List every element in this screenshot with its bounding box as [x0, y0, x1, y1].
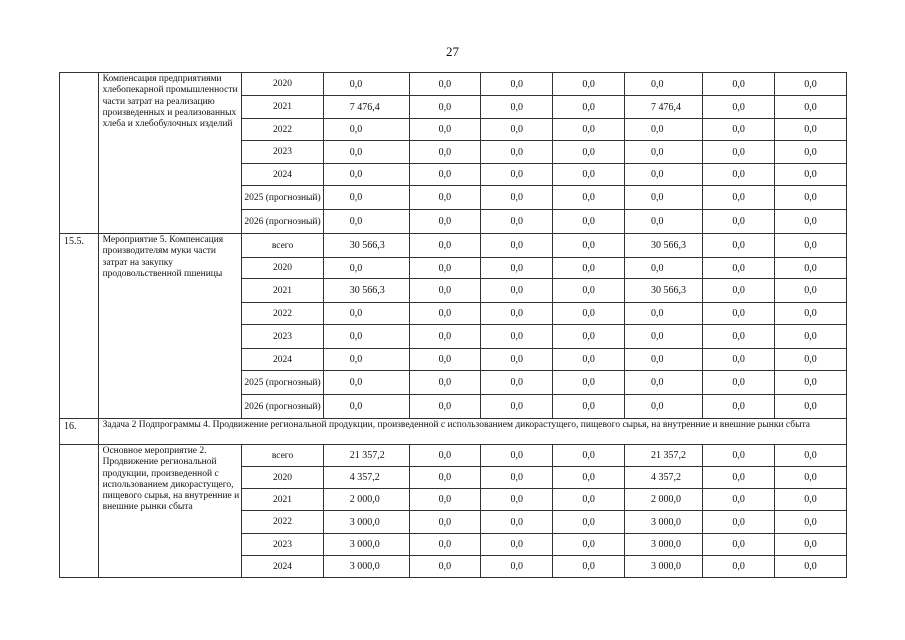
value-cell: 0,0: [703, 467, 775, 489]
year-cell: 2023: [242, 325, 323, 349]
value-cell: 0,0: [323, 303, 409, 325]
value-cell: 0,0: [481, 73, 553, 96]
value-cell: 0,0: [409, 164, 481, 186]
item-number: [60, 73, 99, 234]
year-cell: 2026 (прогнозный): [242, 210, 323, 234]
value-cell: 0,0: [409, 467, 481, 489]
value-cell: 0,0: [409, 303, 481, 325]
value-cell: 0,0: [553, 511, 625, 534]
value-cell: 30 566,3: [323, 279, 409, 303]
value-cell: 0,0: [409, 556, 481, 578]
value-cell: 0,0: [481, 303, 553, 325]
value-cell: 0,0: [409, 534, 481, 556]
year-cell: 2024: [242, 349, 323, 371]
value-cell: 0,0: [703, 325, 775, 349]
value-cell: 0,0: [703, 141, 775, 164]
year-cell: 2023: [242, 141, 323, 164]
value-cell: 2 000,0: [323, 489, 409, 511]
value-cell: 0,0: [775, 96, 847, 119]
value-cell: 0,0: [323, 164, 409, 186]
value-cell: 0,0: [409, 234, 481, 258]
value-cell: 0,0: [481, 534, 553, 556]
value-cell: 3 000,0: [323, 534, 409, 556]
value-cell: 4 357,2: [323, 467, 409, 489]
value-cell: 0,0: [553, 210, 625, 234]
value-cell: 0,0: [409, 511, 481, 534]
value-cell: 0,0: [481, 258, 553, 279]
page-number: 27: [446, 44, 459, 59]
value-cell: 21 357,2: [323, 445, 409, 467]
value-cell: 0,0: [625, 186, 703, 210]
year-cell: 2021: [242, 489, 323, 511]
value-cell: 0,0: [625, 325, 703, 349]
value-cell: 0,0: [553, 73, 625, 96]
value-cell: 0,0: [323, 141, 409, 164]
value-cell: 0,0: [625, 258, 703, 279]
value-cell: 0,0: [775, 511, 847, 534]
value-cell: 0,0: [409, 349, 481, 371]
value-cell: 0,0: [625, 141, 703, 164]
value-cell: 0,0: [553, 258, 625, 279]
value-cell: 0,0: [553, 303, 625, 325]
value-cell: 0,0: [625, 395, 703, 419]
value-cell: 0,0: [409, 395, 481, 419]
value-cell: 0,0: [703, 303, 775, 325]
year-cell: 2021: [242, 279, 323, 303]
value-cell: 0,0: [481, 186, 553, 210]
year-cell: 2020: [242, 73, 323, 96]
value-cell: 0,0: [625, 349, 703, 371]
value-cell: 3 000,0: [625, 534, 703, 556]
value-cell: 0,0: [409, 210, 481, 234]
year-cell: всего: [242, 234, 323, 258]
value-cell: 0,0: [323, 119, 409, 141]
value-cell: 0,0: [553, 279, 625, 303]
value-cell: 0,0: [775, 164, 847, 186]
item-name: Основное мероприятие 2. Продвижение региональной продукции, произведенной с использованием дикорастущего, пищевого сырья, на внутренние и внешние рынки сбыта: [98, 445, 242, 578]
year-cell: 2023: [242, 534, 323, 556]
value-cell: 0,0: [481, 371, 553, 395]
value-cell: 0,0: [553, 556, 625, 578]
value-cell: 0,0: [625, 303, 703, 325]
year-cell: 2020: [242, 258, 323, 279]
value-cell: 30 566,3: [625, 279, 703, 303]
value-cell: 0,0: [703, 96, 775, 119]
value-cell: 0,0: [553, 96, 625, 119]
value-cell: 0,0: [481, 556, 553, 578]
value-cell: 0,0: [775, 371, 847, 395]
value-cell: 0,0: [409, 96, 481, 119]
value-cell: 0,0: [703, 349, 775, 371]
value-cell: 0,0: [409, 371, 481, 395]
value-cell: 0,0: [481, 395, 553, 419]
value-cell: 0,0: [775, 489, 847, 511]
value-cell: 0,0: [775, 234, 847, 258]
value-cell: 0,0: [775, 279, 847, 303]
value-cell: 0,0: [625, 73, 703, 96]
value-cell: 0,0: [625, 210, 703, 234]
value-cell: 0,0: [625, 164, 703, 186]
value-cell: 0,0: [409, 73, 481, 96]
value-cell: 0,0: [553, 534, 625, 556]
value-cell: 0,0: [703, 73, 775, 96]
value-cell: 0,0: [775, 210, 847, 234]
value-cell: 2 000,0: [625, 489, 703, 511]
value-cell: 0,0: [323, 258, 409, 279]
year-cell: 2022: [242, 303, 323, 325]
value-cell: 0,0: [409, 489, 481, 511]
item-name: Мероприятие 5. Компенсация производителям муки части затрат на закупку продовольственной пшеницы: [98, 234, 242, 419]
table-row: [60, 234, 847, 258]
value-cell: 0,0: [481, 325, 553, 349]
value-cell: 7 476,4: [323, 96, 409, 119]
value-cell: 0,0: [625, 119, 703, 141]
value-cell: 0,0: [323, 210, 409, 234]
value-cell: 0,0: [775, 186, 847, 210]
value-cell: 0,0: [323, 371, 409, 395]
value-cell: 0,0: [775, 467, 847, 489]
value-cell: 3 000,0: [323, 556, 409, 578]
value-cell: 0,0: [775, 119, 847, 141]
value-cell: 0,0: [703, 445, 775, 467]
value-cell: 0,0: [323, 395, 409, 419]
value-cell: 0,0: [323, 186, 409, 210]
value-cell: 0,0: [409, 325, 481, 349]
value-cell: 0,0: [481, 511, 553, 534]
value-cell: 0,0: [481, 349, 553, 371]
year-cell: 2024: [242, 164, 323, 186]
value-cell: 3 000,0: [625, 511, 703, 534]
year-cell: 2025 (прогнозный): [242, 371, 323, 395]
value-cell: 0,0: [703, 210, 775, 234]
value-cell: 0,0: [409, 119, 481, 141]
value-cell: 0,0: [481, 210, 553, 234]
year-cell: 2026 (прогнозный): [242, 395, 323, 419]
value-cell: 0,0: [775, 303, 847, 325]
value-cell: 0,0: [553, 349, 625, 371]
value-cell: 0,0: [703, 234, 775, 258]
task-number: 16.: [60, 419, 99, 445]
value-cell: 0,0: [703, 556, 775, 578]
value-cell: 0,0: [703, 534, 775, 556]
value-cell: 0,0: [775, 445, 847, 467]
value-cell: 0,0: [323, 325, 409, 349]
value-cell: 0,0: [409, 279, 481, 303]
table-row: [60, 73, 847, 96]
value-cell: 0,0: [775, 556, 847, 578]
value-cell: 0,0: [775, 395, 847, 419]
value-cell: 0,0: [481, 119, 553, 141]
value-cell: 0,0: [481, 96, 553, 119]
value-cell: 0,0: [553, 186, 625, 210]
item-number: [60, 445, 99, 578]
value-cell: 0,0: [481, 164, 553, 186]
value-cell: 0,0: [553, 489, 625, 511]
value-cell: 0,0: [481, 279, 553, 303]
value-cell: 0,0: [553, 325, 625, 349]
year-cell: 2025 (прогнозный): [242, 186, 323, 210]
item-name: Компенсация предприятиями хлебопекарной промышленности части затрат на реализацию произведенных и реализованных хлеба и хлебобулочных изделий: [98, 73, 242, 234]
value-cell: 0,0: [553, 234, 625, 258]
value-cell: 0,0: [553, 467, 625, 489]
year-cell: 2022: [242, 511, 323, 534]
value-cell: 0,0: [323, 349, 409, 371]
table-row: [60, 445, 847, 467]
value-cell: 0,0: [703, 489, 775, 511]
value-cell: 0,0: [703, 395, 775, 419]
value-cell: 0,0: [553, 164, 625, 186]
value-cell: 30 566,3: [323, 234, 409, 258]
value-cell: 0,0: [553, 141, 625, 164]
value-cell: 0,0: [323, 73, 409, 96]
value-cell: 0,0: [703, 186, 775, 210]
value-cell: 0,0: [553, 371, 625, 395]
value-cell: 0,0: [775, 258, 847, 279]
value-cell: 21 357,2: [625, 445, 703, 467]
value-cell: 3 000,0: [323, 511, 409, 534]
value-cell: 0,0: [703, 119, 775, 141]
value-cell: 0,0: [481, 234, 553, 258]
value-cell: 0,0: [481, 467, 553, 489]
value-cell: 7 476,4: [625, 96, 703, 119]
year-cell: 2020: [242, 467, 323, 489]
value-cell: 0,0: [481, 445, 553, 467]
value-cell: 0,0: [553, 445, 625, 467]
value-cell: 0,0: [553, 119, 625, 141]
value-cell: 30 566,3: [625, 234, 703, 258]
value-cell: 0,0: [409, 186, 481, 210]
value-cell: 0,0: [553, 395, 625, 419]
value-cell: 0,0: [703, 258, 775, 279]
value-cell: 3 000,0: [625, 556, 703, 578]
value-cell: 0,0: [775, 534, 847, 556]
year-cell: 2022: [242, 119, 323, 141]
value-cell: 0,0: [775, 141, 847, 164]
year-cell: всего: [242, 445, 323, 467]
year-cell: 2024: [242, 556, 323, 578]
item-number: 15.5.: [60, 234, 99, 419]
value-cell: 0,0: [703, 279, 775, 303]
value-cell: 4 357,2: [625, 467, 703, 489]
value-cell: 0,0: [481, 141, 553, 164]
value-cell: 0,0: [775, 73, 847, 96]
value-cell: 0,0: [775, 349, 847, 371]
value-cell: 0,0: [409, 141, 481, 164]
value-cell: 0,0: [775, 325, 847, 349]
value-cell: 0,0: [625, 371, 703, 395]
value-cell: 0,0: [409, 258, 481, 279]
task-text: Задача 2 Подпрограммы 4. Продвижение региональной продукции, произведенной с использованием дикорастущего, пищевого сырья, на внутренние и внешние рынки сбыта: [98, 419, 846, 445]
task-row: [60, 419, 847, 445]
value-cell: 0,0: [409, 445, 481, 467]
budget-table: [59, 72, 847, 578]
value-cell: 0,0: [703, 371, 775, 395]
year-cell: 2021: [242, 96, 323, 119]
value-cell: 0,0: [481, 489, 553, 511]
value-cell: 0,0: [703, 164, 775, 186]
value-cell: 0,0: [703, 511, 775, 534]
